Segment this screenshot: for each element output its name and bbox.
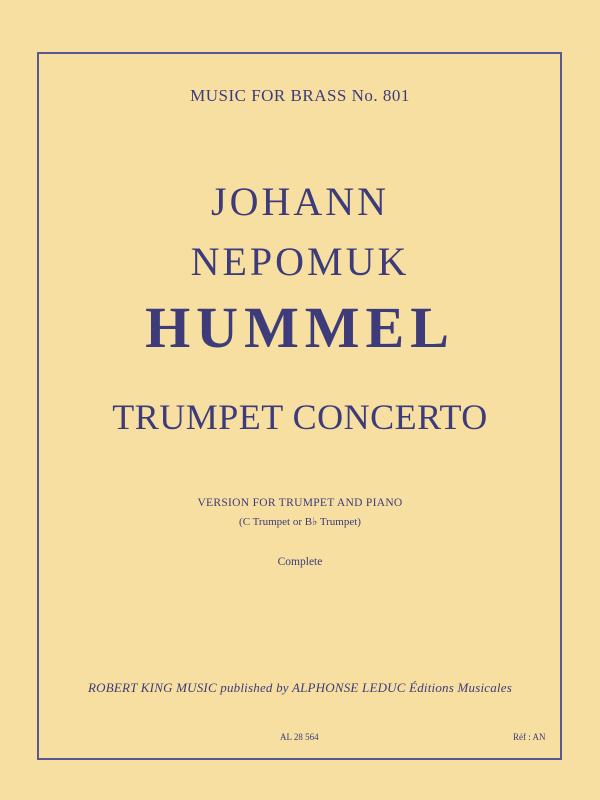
series-title: MUSIC FOR BRASS No. 801	[190, 86, 410, 105]
catalog-number: AL 28 564	[280, 732, 319, 742]
composer-middle-name: NEPOMUK	[190, 239, 410, 284]
composer-last-name: HUMMEL	[145, 295, 455, 360]
reference-code: Réf : AN	[513, 732, 546, 742]
composer-first-name: JOHANN	[211, 179, 389, 224]
publisher-line: ROBERT KING MUSIC published by ALPHONSE LEDUC Éditions Musicales	[88, 680, 512, 695]
version-line: VERSION FOR TRUMPET AND PIANO	[197, 497, 403, 509]
instruments-line: (C Trumpet or B♭ Trumpet)	[239, 516, 361, 528]
edition-label: Complete	[277, 556, 323, 568]
work-title: TRUMPET CONCERTO	[112, 397, 488, 437]
